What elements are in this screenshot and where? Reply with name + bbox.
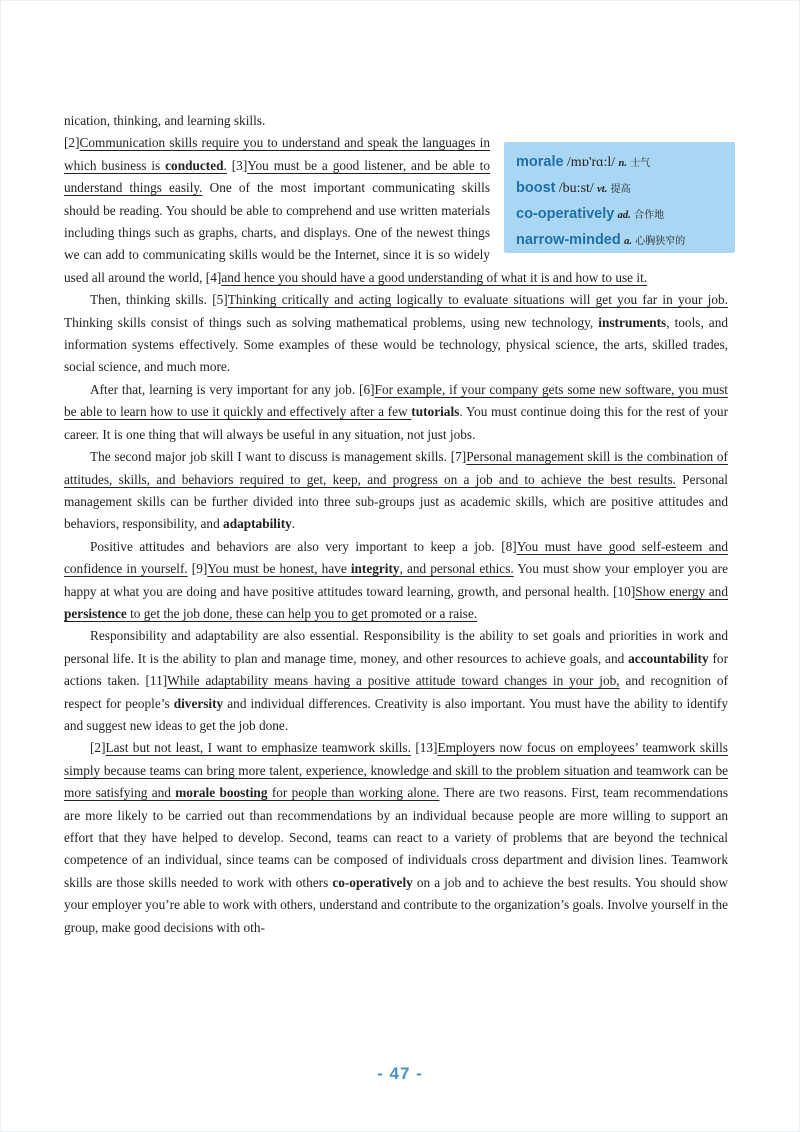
paragraph-text: Responsibility and adaptability are also essential. Responsibility is the ability to set goals and priorities in work and personal life. It is the ability to plan and manage time, money, and other resources to achieve goals, and [64,628,728,666]
paragraph-text: and individual differences. Creativity is also important. You must have the ability to identify and suggest new ideas to get the job done. [64,695,728,733]
paragraph-text: One of the most important communicating skills should be reading. You should be able to comprehend and use written materials including things such as graphs, charts, and displays. One of the newest things we can add to communicating skills would be the Internet, since it is so widely used all around the world, [4] [64,180,490,285]
bold-keyword: instruments [598,314,667,330]
bold-keyword: morale boosting [175,785,268,801]
sentence-marker: [2] [90,740,106,756]
underlined-sentence: Employers now focus on employees’ teamwork skills simply because teams can bring more talent, experience, knowledge and skill to the problem situation and teamwork can be more satisfying and [64,740,728,801]
paragraph-text: on a job and to achieve the best results. You should show your employer you’re able to work with others, understand and contribute to the organization’s goals. Involve yourself in the group, make good decisions with oth- [64,874,728,935]
sentence-marker: [9] [187,561,208,577]
underlined-sentence: Communication skills require you to understand and speak the languages in which business is [64,135,490,173]
bold-keyword: integrity [350,561,400,577]
vocab-word: narrow-minded [516,232,621,249]
vocab-phonetic: /mɒ'rɑ:l/ [566,155,616,171]
paragraph-text: After that, learning is very important for any job. [6] [90,381,375,397]
underlined-sentence: Thinking critically and acting logically to evaluate situations will get you far in your job. [227,292,728,308]
bold-keyword: tutorials [411,404,460,420]
paragraph-text: . [291,516,296,532]
paragraph-text: nication, thinking, and learning skills. [64,113,266,128]
underlined-sentence: For example, if your company gets some new software, you must be able to learn how to use it quickly and effectively after a few [64,381,728,420]
underlined-sentence: for people than working alone. [267,785,440,801]
paragraph-positive-attitudes [64,536,728,626]
underlined-sentence: Personal management skill is the combination of attitudes, skills, and behaviors required to get, keep, and progress on a job and to achieve the best results. [64,449,728,487]
paragraph-management-skills [64,446,728,536]
underlined-sentence: Show energy and [635,583,728,599]
vocab-meaning: 心胸狭窄的 [635,236,686,248]
underlined-sentence: Last but not least, I want to emphasize teamwork skills. [105,740,411,756]
paragraph-thinking-skills [64,289,728,379]
vocab-entry-co-operatively [516,202,735,228]
paragraph-learning-skills [64,379,728,446]
vocab-entry-boost [516,176,735,202]
vocab-part-of-speech: n. [618,158,627,170]
underlined-sentence: You must be a good listener, and be able to understand things easily. [64,157,490,196]
underlined-sentence: While adaptability means having a positive attitude toward changes in your job, [167,673,620,689]
vocab-phonetic: /bu:st/ [558,181,594,197]
underlined-sentence: You must be honest, have [207,561,351,577]
paragraph-text: and recognition of respect for people’s [64,673,728,711]
paragraph-responsibility-adaptability [64,625,728,737]
vocab-meaning: 提高 [610,184,631,196]
vocab-word: boost [516,180,556,197]
paragraph-teamwork-skills [64,737,728,939]
underlined-sentence: . [223,157,227,173]
vocab-part-of-speech: vt. [597,184,608,196]
bold-keyword: diversity [173,695,224,711]
sentence-marker: [2] [64,135,80,151]
vocabulary-box [504,142,735,253]
underlined-sentence: , and personal ethics. [399,561,514,577]
article-body [64,110,728,939]
vocab-word: morale [516,154,564,171]
vocab-meaning: 合作地 [634,210,665,222]
underlined-sentence: and hence you should have a good understanding of what it is and how to use it. [221,269,648,285]
paragraph-text: . You must continue doing this for the rest of your career. It is one thing that will always be useful in any situation, not just jobs. [64,404,728,442]
bold-keyword: persistence [64,605,127,621]
bold-keyword: accountability [628,650,709,666]
vocab-entry-morale [516,150,735,176]
paragraph-text: You must show your employer you are happy at what you are doing and have positive attitudes toward learning, growth, and personal health. [10] [64,561,728,599]
paragraph-text: Then, thinking skills. [5] [90,292,228,308]
paragraph-text: Personal management skills can be further divided into three sub-groups just as academic skills, which are positive attitudes and behaviors, responsibility, and [64,471,728,532]
vocab-part-of-speech: ad. [617,210,631,222]
vocab-meaning: 士气 [630,158,651,170]
bold-keyword: conducted [165,157,224,173]
paragraph-text: , tools, and information systems effectively. Some examples of these would be technology, physical science, the arts, skilled trades, social science, and much more. [64,314,728,375]
paragraph-text: Positive attitudes and behaviors are also very important to keep a job. [8] [90,538,517,554]
vocab-word: co-operatively [516,206,615,223]
vocab-entry-narrow-minded [516,228,735,254]
bold-keyword: adaptability [223,516,292,532]
bold-keyword: co-operatively [332,874,413,890]
paragraph-text: Thinking skills consist of things such as solving mathematical problems, using new technology, [64,314,599,330]
paragraph-intro-tail [64,110,728,132]
paragraph-text: The second major job skill I want to discuss is management skills. [7] [90,449,467,465]
underlined-sentence: You must have good self-esteem and confidence in yourself. [64,538,728,577]
sentence-marker: [3] [226,157,248,173]
page-number: - 47 - [377,1064,423,1083]
underlined-sentence: to get the job done, these can help you to get promoted or a raise. [126,605,478,621]
vocab-part-of-speech: a. [624,236,632,248]
paragraph-text: for actions taken. [11] [64,650,728,689]
paragraph-text: There are two reasons. First, team recommendations are more likely to be carried out than recommendations by an individual because people are more willing to support an effort that they have helped to develop. Second, teams can react to a variety of problems that are beyond the technical competence of an individual, since teams can be composed of individuals cross department and division lines. Teamwork skills are those skills needed to work with others [64,785,728,890]
sentence-marker: [13] [410,740,438,756]
